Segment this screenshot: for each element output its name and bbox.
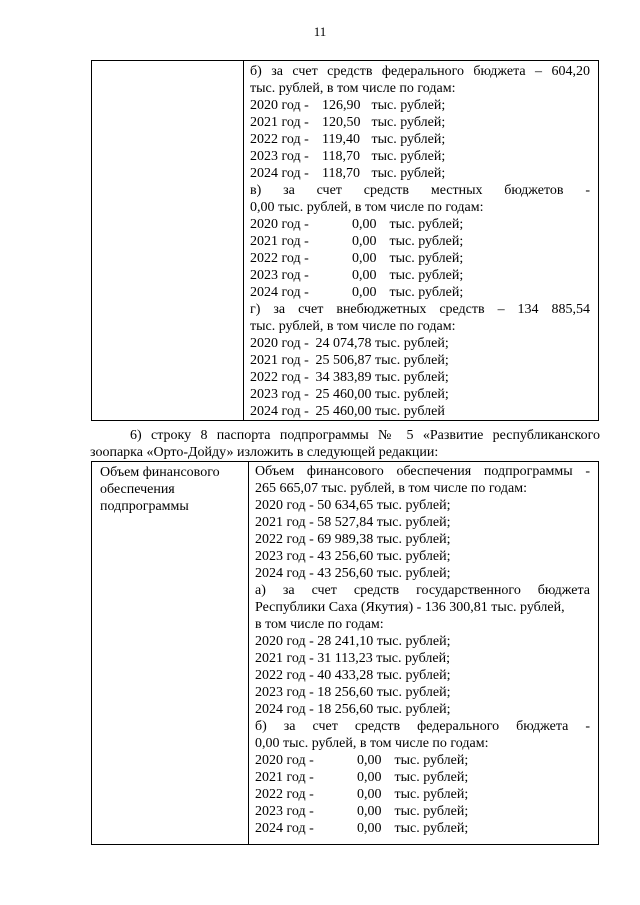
federal-budget-heading-cont: тыс. рублей, в том числе по годам: <box>250 81 456 96</box>
state-budget-heading: а) за счет средств государственного бюджета <box>255 583 590 598</box>
financing-details-cell <box>244 61 599 421</box>
label-line: обеспечения <box>100 482 175 497</box>
label-line: Объем финансового <box>100 465 220 480</box>
state-budget-heading-cont: Республики Саха (Якутия) - 136 300,81 тыс. рублей, <box>255 600 565 615</box>
total-year-row: 2021 год - 58 527,84 тыс. рублей; <box>255 515 451 530</box>
year-row: 2021 год - 120,50 тыс. рублей; <box>250 115 446 130</box>
local-budget-rows <box>250 216 590 301</box>
financing-table-continued <box>91 60 599 421</box>
federal-budget-heading-cont: 0,00 тыс. рублей, в том числе по годам: <box>255 736 489 751</box>
total-year-row: 2022 год - 69 989,38 тыс. рублей; <box>255 532 451 547</box>
total-year-row: 2023 год - 43 256,60 тыс. рублей; <box>255 549 451 564</box>
year-row: 2021 год - 25 506,87 тыс. рублей; <box>250 353 449 368</box>
year-row: 2020 год - 24 074,78 тыс. рублей; <box>250 336 449 351</box>
state-year-row: 2021 год - 31 113,23 тыс. рублей; <box>255 651 450 666</box>
offbudget-rows <box>250 335 590 420</box>
year-row: 2022 год - 119,40 тыс. рублей; <box>250 132 446 147</box>
year-row: 2024 год - 25 460,00 тыс. рублей <box>250 404 445 419</box>
label-cell-empty <box>92 61 244 421</box>
label-line: подпрограммы <box>100 499 189 514</box>
financing-details-cell <box>249 462 599 845</box>
federal-year-row: 2021 год - 0,00 тыс. рублей; <box>255 770 469 785</box>
year-row: 2023 год - 118,70 тыс. рублей; <box>250 149 446 164</box>
federal-year-row: 2022 год - 0,00 тыс. рублей; <box>255 787 469 802</box>
year-row: 2023 год - 25 460,00 тыс. рублей; <box>250 387 449 402</box>
total-year-row: 2024 год - 43 256,60 тыс. рублей; <box>255 566 451 581</box>
state-year-row: 2024 год - 18 256,60 тыс. рублей; <box>255 702 451 717</box>
federal-year-row: 2024 год - 0,00 тыс. рублей; <box>255 821 469 836</box>
federal-budget-heading: б) за счет средств федерального бюджета – 604,20 <box>250 64 590 79</box>
year-row: 2020 год - 0,00 тыс. рублей; <box>250 217 464 232</box>
amendment-paragraph <box>90 427 600 461</box>
total-heading: Объем финансового обеспечения подпрограммы - <box>255 464 590 479</box>
total-year-row: 2020 год - 50 634,65 тыс. рублей; <box>255 498 451 513</box>
year-row: 2022 год - 34 383,89 тыс. рублей; <box>250 370 449 385</box>
subprogram-financing-table <box>91 461 599 845</box>
amendment-paragraph-line1: 6) строку 8 паспорта подпрограммы № 5 «Развитие республиканского <box>130 428 600 443</box>
state-year-row: 2023 год - 18 256,60 тыс. рублей; <box>255 685 451 700</box>
state-year-row: 2020 год - 28 241,10 тыс. рублей; <box>255 634 451 649</box>
year-row: 2021 год - 0,00 тыс. рублей; <box>250 234 464 249</box>
local-budget-heading-cont: 0,00 тыс. рублей, в том числе по годам: <box>250 200 484 215</box>
page-number: 11 <box>313 24 327 39</box>
federal-year-row: 2020 год - 0,00 тыс. рублей; <box>255 753 469 768</box>
federal-budget-rows <box>250 97 590 182</box>
amendment-paragraph-line2: зоопарка «Орто-Дойду» изложить в следующей редакции: <box>90 445 439 460</box>
label-cell <box>92 462 249 845</box>
state-year-row: 2022 год - 40 433,28 тыс. рублей; <box>255 668 451 683</box>
federal-budget-heading: б) за счет средств федерального бюджета - <box>255 719 590 734</box>
offbudget-heading: г) за счет внебюджетных средств – 134 885,54 <box>250 302 590 317</box>
year-row: 2020 год - 126,90 тыс. рублей; <box>250 98 446 113</box>
year-row: 2022 год - 0,00 тыс. рублей; <box>250 251 464 266</box>
offbudget-heading-cont: тыс. рублей, в том числе по годам: <box>250 319 456 334</box>
year-row: 2024 год - 118,70 тыс. рублей; <box>250 166 446 181</box>
year-row: 2023 год - 0,00 тыс. рублей; <box>250 268 464 283</box>
total-heading-cont: 265 665,07 тыс. рублей, в том числе по годам: <box>255 481 527 496</box>
local-budget-heading: в) за счет средств местных бюджетов - <box>250 183 590 198</box>
year-row: 2024 год - 0,00 тыс. рублей; <box>250 285 464 300</box>
state-budget-heading-cont: в том числе по годам: <box>255 617 384 632</box>
federal-year-row: 2023 год - 0,00 тыс. рублей; <box>255 804 469 819</box>
